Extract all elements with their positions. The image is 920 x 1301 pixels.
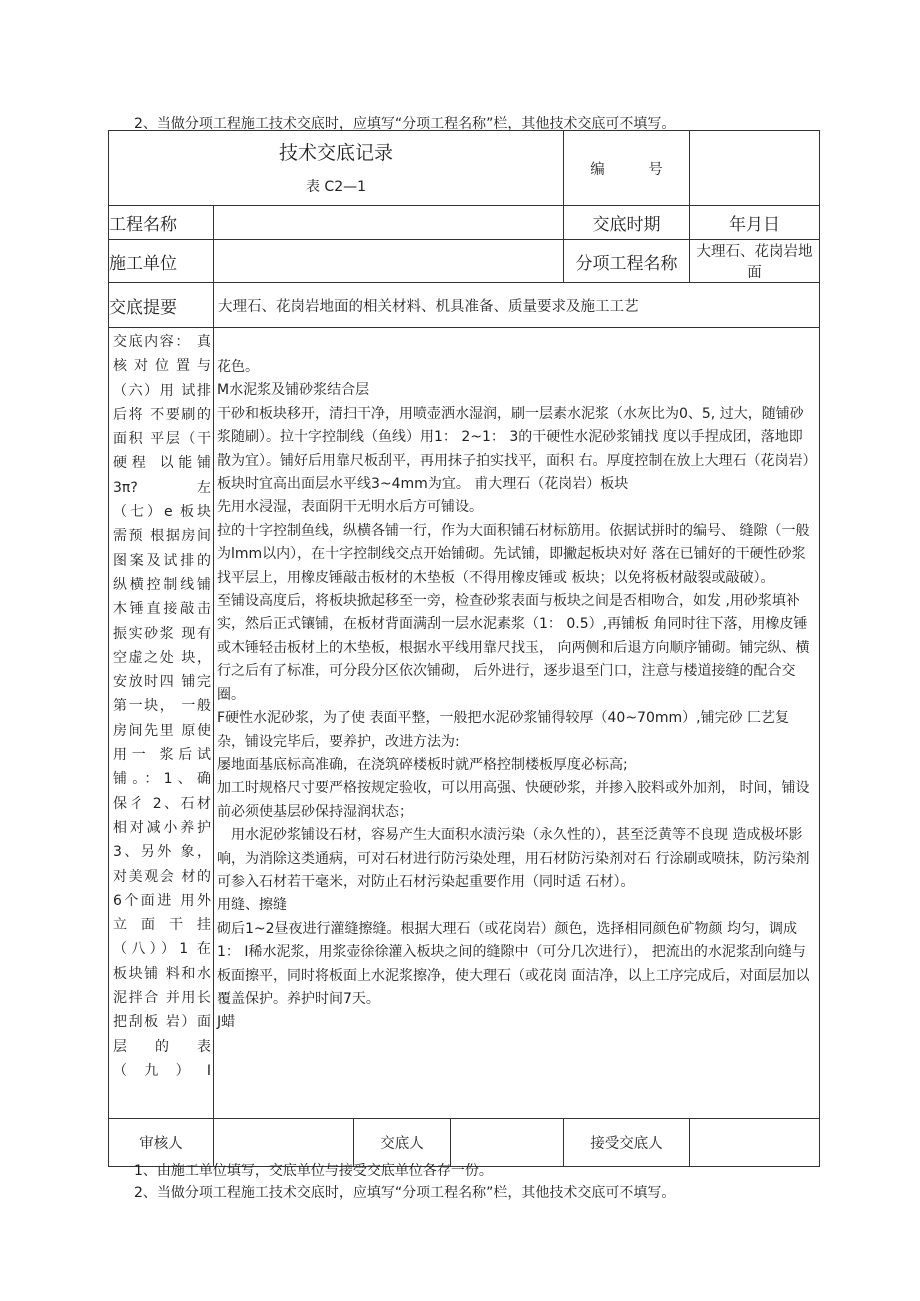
content-left-line: 第一块， 一般 [113, 698, 211, 715]
content-left-line: 图案及试排的 [113, 552, 211, 569]
content-paragraph: F硬性水泥砂浆，为了使 表面平整，一般把水泥砂浆铺得较厚（40~70mm）,铺完砂 匚艺复杂，铺设完毕后，要养护，改进方法为: [217, 710, 790, 750]
form-title: 技术交底记录 [279, 142, 394, 164]
content-left-line: 后将 不要刷的 [113, 406, 211, 423]
footer-note-2: 2、当做分项工程施工技术交底时，应填写“分项工程名称”栏，其他技术交底可不填写。 [134, 1185, 676, 1201]
date-value[interactable]: 年月日 [690, 206, 820, 240]
form-code: 表 C2—1 [305, 179, 367, 195]
content-paragraphs [217, 356, 816, 1035]
content-paragraph: 屡地面基底标高准确，在浇筑碎楼板时就严格控制楼板厚度必标高; [217, 756, 628, 773]
content-left-line: 6个面进 用外 [113, 892, 211, 909]
reviewer-label: 审核人 [109, 1119, 214, 1167]
content-left-line: 木锤直接敲击 [113, 601, 211, 618]
content-paragraph: 至铺设高度后，将板块掀起移至一旁，检查砂浆表面与板块之间是否相吻合，如发 ,用砂浆填补实，然后正式镶铺，在板材背面满刮一层水泥素浆（1： 0.5）,再铺板 角同时往下落，用橡皮锤或木锤轻击板材上的木垫板，根据水平线用靠尺找玉， 向两侧和后退方向顺序铺砌。铺完纵、横行之后有了标准，可分段分区依次铺砌， 后外进行，逐步退至门口，注意与楼道接缝的配合交圈。 [217, 593, 810, 703]
content-left-line: 3、另外 象， [113, 844, 211, 861]
content-left-line: 相对减小养护 [113, 819, 211, 836]
summary-label: 交底提要 [109, 283, 214, 328]
content-left-line: （八））1 在 [113, 941, 211, 958]
number-value[interactable] [690, 131, 820, 206]
content-left-line: 交底内容： 真 [113, 334, 211, 350]
content-paragraph: J蜡 [217, 1014, 236, 1031]
content-left-line: 立面干挂 [113, 917, 211, 934]
number-label: 编 号 [564, 131, 690, 206]
content-left-line: 面积 平层（干 [113, 431, 211, 448]
content-paragraph: 拉的十字控制鱼线，纵横各铺一行，作为大面积铺石材标筋用。依据试拼时的编号、 缝隙（一般为lmm以内），在十字控制线交点开始铺砌。先试铺，即撇起板块对好 落在已铺好的干硬性砂浆找平层上，用橡皮锤敲击板材的木垫板（不得用橡皮锤或 板块；以免将板材敲裂或敲破）。 [217, 522, 810, 586]
content-left-line: 铺。：1、确 [113, 771, 211, 788]
form-header-cell [109, 131, 564, 206]
receiver-value[interactable] [690, 1119, 820, 1167]
content-left-line: 安放时四 铺完 [113, 674, 211, 691]
content-paragraph: 砌后1~2昼夜进行灌缝擦缝。根据大理石（或花岗岩）颜色，选择相同颜色矿物颜 均匀，调成1： I稀水泥浆，用浆壶徐徐灌入板块之间的缝隙中（可分几次进行）， 把流出的水泥浆刮向缝与板面擦平，同时将板面上水泥浆擦净，使大理石（或花岗 面洁净，以上工序完成后，对面层加以覆盖保护。养护时间7天。 [217, 920, 810, 1007]
content-paragraph: M水泥浆及铺砂浆结合层 [217, 382, 370, 399]
unit-value[interactable] [214, 240, 564, 283]
content-left-line: 保彳 2、石材 [113, 795, 211, 812]
subproject-label: 分项工程名称 [564, 240, 690, 283]
project-name-value[interactable] [214, 206, 564, 240]
content-paragraph: 用水泥砂浆铺设石材，容易产生大面积水渍污染（永久性的），甚至泛黄等不良现 造成极坏影响，为消除这类通病，可对石材进行防污染处理，用石材防污染剂对石 行涂刷或喷抹，防污染剂可参入石材若干毫米，对防止石材污染起重要作用（同时适 石材）。 [217, 827, 810, 890]
content-left-line: （六）用 试排 [113, 382, 211, 399]
content-left-line: 用一 浆后试 [113, 747, 211, 764]
technical-disclosure-table [108, 130, 820, 1167]
content-left-line: （七）e 板块 [113, 504, 211, 521]
summary-value: 大理石、花岗岩地面的相关材料、机具准备、质量要求及施工工艺 [214, 283, 820, 328]
content-left-line: 需预 根据房间 [113, 528, 211, 545]
content-left-line: （九）I [113, 1062, 211, 1079]
content-left-line: 纵横控制线铺 [113, 576, 211, 593]
content-paragraph: 先用水浸湿，表面阴干无明水后方可铺设。 [217, 499, 483, 516]
content-left-line: 板块铺 料和水 [113, 965, 211, 982]
date-label: 交底时期 [564, 206, 690, 240]
content-left-line: 把刮板 岩）面 [113, 1014, 211, 1031]
top-note: 2、当做分项工程施工技术交底时，应填写“分项工程名称”栏，其他技术交底可不填写。 [134, 116, 676, 132]
content-body [214, 328, 820, 1119]
content-paragraph: 用缝、擦缝 [217, 897, 287, 914]
content-left-column [109, 328, 214, 1119]
project-name-label: 工程名称 [109, 206, 214, 240]
subproject-value[interactable]: 大理石、花岗岩地面 [690, 240, 820, 283]
content-paragraph: 花色。 [217, 359, 259, 375]
content-left-line: 对美观会 材的 [113, 868, 211, 885]
unit-label: 施工单位 [109, 240, 214, 283]
content-left-line: 泥拌合 并用长 [113, 990, 211, 1007]
content-left-lines [113, 330, 211, 1083]
content-left-line: 硬程 以能铺 [113, 455, 211, 472]
content-paragraph: 加工时规格尺寸要严格按规定验收，可以用高强、快硬砂浆，并掺入胶料或外加剂， 时间，铺设前必须使基层砂保持湿润状态； [217, 780, 810, 820]
content-left-line: 核对位置与 [113, 358, 211, 375]
content-left-line: 空虚之处 块， [113, 649, 211, 666]
content-paragraph: 干砂和板块移开，清扫干净，用喷壶洒水湿润，刷一层素水泥浆（水灰比为0、5, 过大，随铺砂浆随刷）。拉十字控制线（鱼线）用1： 2~1： 3的干硬性水泥砂浆铺找 度以手捏成团，落地即散为宜）。铺好后用靠尺板刮平，再用抹子拍实找平，面积 右。厚度控制在放上大理石（花岗岩）板块时宜高出面层水平线3~4mm为宜。 甫大理石（花岗岩）板块 [217, 405, 810, 493]
content-left-line: 振实砂浆 现有 [113, 625, 211, 642]
presenter-label: 交底人 [354, 1119, 451, 1167]
receiver-label: 接受交底人 [564, 1119, 690, 1167]
content-left-line: 房间先里 原使 [113, 722, 211, 739]
footer-note-1: 1、由施工单位填写，交底单位与接受交底单位各存一份。 [134, 1163, 493, 1179]
content-left-line: 3π?左 [113, 479, 211, 496]
content-left-line: 层的表 [113, 1038, 211, 1055]
